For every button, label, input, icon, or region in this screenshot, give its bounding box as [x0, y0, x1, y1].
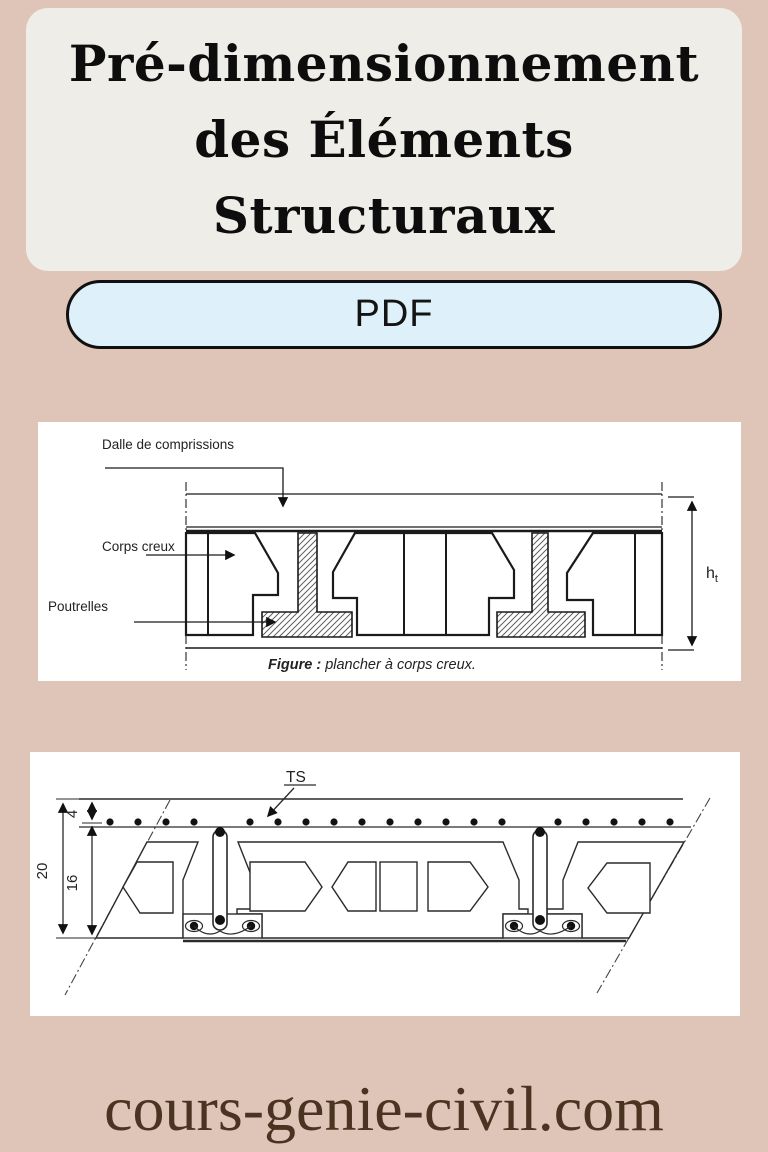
caption-bold: Figure : [268, 657, 322, 673]
label-corps-creux: Corps creux [102, 539, 175, 554]
welded-mesh-dots [106, 818, 673, 825]
dim-16: 16 [64, 874, 81, 892]
dimension-lines [34, 799, 102, 938]
label-dalle: Dalle de comprissions [102, 437, 235, 452]
ts-mesh-callout [268, 769, 316, 816]
page-title-line-2: des Éléments [194, 109, 574, 169]
page-title-line-1: Pré-dimensionnement [68, 33, 700, 93]
height-dimension [668, 497, 718, 650]
caption-rest: plancher à corps creux. [325, 657, 476, 673]
figure1-caption [268, 657, 476, 673]
figure1-panel [38, 422, 741, 681]
dim-ht-sub: t [714, 573, 718, 585]
figure1-drawing [38, 422, 741, 681]
page-title-line-3: Structuraux [212, 185, 556, 245]
figure2-drawing [30, 752, 740, 1016]
pdf-button-label: PDF [354, 293, 434, 335]
pdf-button[interactable] [66, 280, 722, 349]
title-card [26, 8, 742, 271]
svg-text:ht [706, 565, 718, 585]
figure2-panel [30, 752, 740, 1016]
label-ts: TS [286, 769, 306, 786]
dim-4: 4 [64, 809, 81, 819]
dim-ht-main: h [706, 565, 715, 582]
hollow-blocks [186, 533, 662, 635]
label-poutrelles: Poutrelles [48, 599, 109, 614]
dim-20: 20 [34, 862, 51, 880]
site-name: cours-genie-civil.com [104, 1073, 664, 1144]
